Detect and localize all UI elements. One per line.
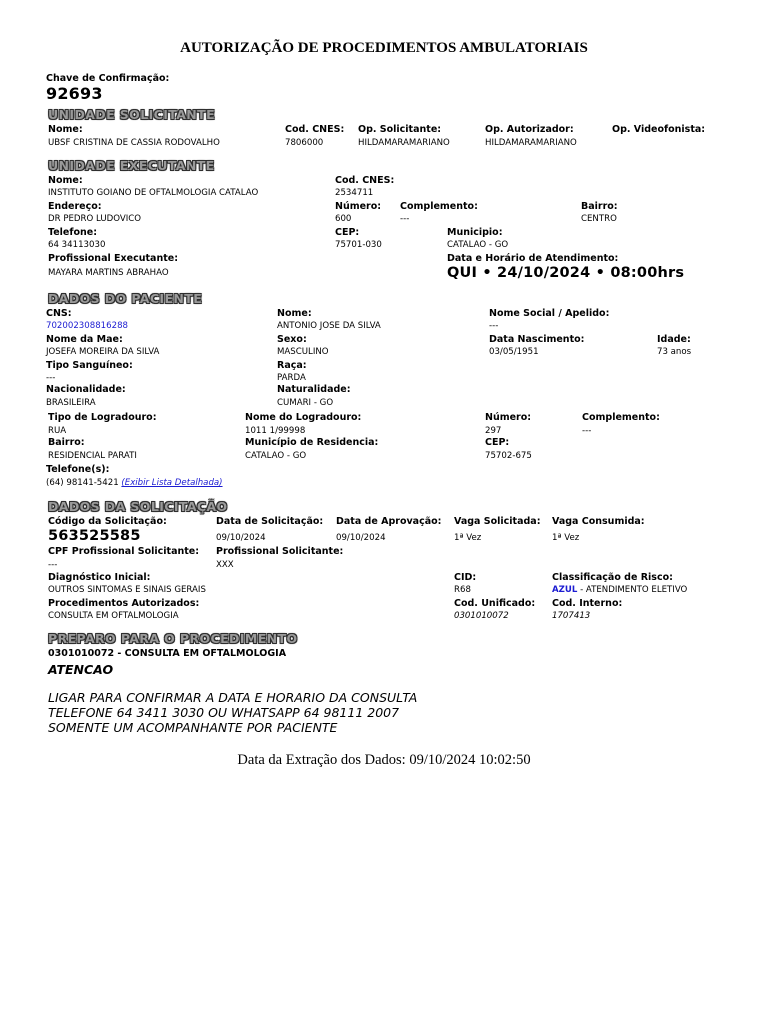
- exe-atendimento: QUI • 24/10/2024 • 08:00hrs: [447, 265, 685, 281]
- pac-telefone: (64) 98141-5421: [46, 478, 119, 488]
- section-unidade-executante: UNIDADE EXECUTANTE: [48, 158, 215, 173]
- pac-naturalidade: CUMARI - GO: [277, 398, 334, 408]
- preparo-linha-1: LIGAR PARA CONFIRMAR A DATA E HORARIO DA CONSULTA: [48, 690, 418, 705]
- sol-cnes: 7806000: [285, 138, 324, 148]
- sol-cnes-label: Cod. CNES:: [285, 124, 345, 135]
- soli-data-solicitacao-label: Data de Solicitação:: [216, 516, 324, 527]
- soli-vaga-solicitada-label: Vaga Solicitada:: [454, 516, 541, 527]
- exe-complemento-label: Complemento:: [400, 201, 478, 212]
- soli-risco-cor: AZUL: [552, 585, 578, 595]
- sol-nome-label: Nome:: [48, 124, 83, 135]
- soli-risco-row: [552, 585, 687, 595]
- pac-cep-label: CEP:: [485, 437, 510, 448]
- exe-bairro-label: Bairro:: [581, 201, 618, 212]
- pac-nome-logradouro-label: Nome do Logradouro:: [245, 412, 362, 423]
- soli-data-aprovacao: 09/10/2024: [336, 533, 386, 543]
- section-preparo: PREPARO PARA O PROCEDIMENTO: [48, 631, 298, 646]
- soli-diagnostico: OUTROS SINTOMAS E SINAIS GERAIS: [48, 585, 206, 595]
- sol-op-solicitante-label: Op. Solicitante:: [358, 124, 442, 135]
- exibir-lista-link[interactable]: (Exibir Lista Detalhada): [121, 478, 223, 488]
- soli-risco-texto: - ATENDIMENTO ELETIVO: [580, 585, 688, 595]
- pac-bairro: RESIDENCIAL PARATI: [48, 451, 137, 461]
- pac-nacionalidade: BRASILEIRA: [46, 398, 96, 408]
- pac-nascimento: 03/05/1951: [489, 347, 539, 357]
- exe-profissional: MAYARA MARTINS ABRAHAO: [48, 268, 169, 278]
- pac-naturalidade-label: Naturalidade:: [277, 384, 351, 395]
- pac-nacionalidade-label: Nacionalidade:: [46, 384, 126, 395]
- exe-numero-label: Número:: [335, 201, 382, 212]
- pac-tipo-logradouro-label: Tipo de Logradouro:: [48, 412, 157, 423]
- exe-cep: 75701-030: [335, 240, 382, 250]
- soli-codigo-label: Código da Solicitação:: [48, 516, 167, 527]
- pac-telefone-row: [46, 478, 223, 488]
- exe-municipio: CATALAO - GO: [447, 240, 509, 250]
- pac-municipio: CATALAO - GO: [245, 451, 307, 461]
- soli-cid-label: CID:: [454, 572, 477, 583]
- exe-telefone: 64 34113030: [48, 240, 106, 250]
- exe-atendimento-label: Data e Horário de Atendimento:: [447, 253, 619, 264]
- exe-cnes-label: Cod. CNES:: [335, 175, 395, 186]
- pac-nome-social: ---: [489, 321, 499, 331]
- pac-idade: 73 anos: [657, 347, 692, 357]
- exe-endereco: DR PEDRO LUDOVICO: [48, 214, 142, 224]
- section-unidade-solicitante: UNIDADE SOLICITANTE: [48, 107, 216, 122]
- pac-sexo: MASCULINO: [277, 347, 329, 357]
- soli-risco-label: Classificação de Risco:: [552, 572, 673, 583]
- soli-data-aprovacao-label: Data de Aprovação:: [336, 516, 442, 527]
- pac-numero-label: Número:: [485, 412, 532, 423]
- data-extracao: Data da Extração dos Dados: 09/10/2024 10:02:50: [237, 752, 531, 768]
- soli-vaga-solicitada: 1ª Vez: [454, 533, 482, 543]
- soli-vaga-consumida: 1ª Vez: [552, 533, 580, 543]
- pac-complemento: ---: [582, 426, 592, 436]
- soli-vaga-consumida-label: Vaga Consumida:: [552, 516, 645, 527]
- soli-profissional-label: Profissional Solicitante:: [216, 546, 344, 557]
- exe-cep-label: CEP:: [335, 227, 360, 238]
- soli-cid: R68: [454, 585, 471, 595]
- pac-nome-label: Nome:: [277, 308, 312, 319]
- pac-telefone-label: Telefone(s):: [46, 464, 110, 475]
- exe-profissional-label: Profissional Executante:: [48, 253, 178, 264]
- pac-bairro-label: Bairro:: [48, 437, 85, 448]
- document-title: AUTORIZAÇÃO DE PROCEDIMENTOS AMBULATORIAIS: [180, 40, 588, 56]
- chave-label: Chave de Confirmação:: [46, 73, 170, 84]
- pac-cns-label: CNS:: [46, 308, 72, 319]
- pac-raca: PARDA: [277, 373, 306, 383]
- exe-nome: INSTITUTO GOIANO DE OFTALMOLOGIA CATALAO: [48, 188, 259, 198]
- exe-nome-label: Nome:: [48, 175, 83, 186]
- soli-diagnostico-label: Diagnóstico Inicial:: [48, 572, 151, 583]
- exe-municipio-label: Municipio:: [447, 227, 503, 238]
- sol-op-autorizador-label: Op. Autorizador:: [485, 124, 574, 135]
- exe-endereco-label: Endereço:: [48, 201, 102, 212]
- pac-raca-label: Raça:: [277, 360, 307, 371]
- section-dados-paciente: DADOS DO PACIENTE: [48, 291, 203, 306]
- soli-cod-unificado: 0301010072: [454, 611, 509, 621]
- sol-op-videofonista-label: Op. Videofonista:: [612, 124, 706, 135]
- pac-mae: JOSEFA MOREIRA DA SILVA: [46, 347, 160, 357]
- pac-nome: ANTONIO JOSE DA SILVA: [277, 321, 381, 331]
- soli-data-solicitacao: 09/10/2024: [216, 533, 266, 543]
- pac-tipo-logradouro: RUA: [48, 426, 67, 436]
- preparo-linha-2: TELEFONE 64 3411 3030 OU WHATSAPP 64 98111 2007: [48, 705, 400, 720]
- pac-cns: 702002308816288: [46, 321, 129, 331]
- preparo-atencao: ATENCAO: [48, 662, 114, 677]
- sol-nome: UBSF CRISTINA DE CASSIA RODOVALHO: [48, 138, 220, 148]
- pac-nome-logradouro: 1011 1/99998: [245, 426, 306, 436]
- soli-cpf-label: CPF Profissional Solicitante:: [48, 546, 200, 557]
- pac-cep: 75702-675: [485, 451, 532, 461]
- soli-codigo: 563525585: [48, 528, 141, 544]
- soli-profissional: XXX: [216, 560, 234, 570]
- section-dados-solicitacao: DADOS DA SOLICITAÇÃO: [48, 499, 228, 514]
- exe-numero: 600: [335, 214, 352, 224]
- soli-procedimentos-label: Procedimentos Autorizados:: [48, 598, 200, 609]
- pac-idade-label: Idade:: [657, 334, 691, 345]
- sol-op-autorizador: HILDAMARAMARIANO: [485, 138, 577, 148]
- soli-cpf: ---: [48, 560, 58, 570]
- exe-telefone-label: Telefone:: [48, 227, 98, 238]
- preparo-procedimento: 0301010072 - CONSULTA EM OFTALMOLOGIA: [48, 648, 287, 659]
- soli-cod-interno: 1707413: [552, 611, 591, 621]
- pac-sangue-label: Tipo Sanguíneo:: [46, 360, 133, 371]
- pac-municipio-label: Município de Residencia:: [245, 437, 379, 448]
- pac-nascimento-label: Data Nascimento:: [489, 334, 585, 345]
- soli-cod-unificado-label: Cod. Unificado:: [454, 598, 536, 609]
- chave-value: 92693: [46, 84, 103, 103]
- soli-cod-interno-label: Cod. Interno:: [552, 598, 623, 609]
- pac-sexo-label: Sexo:: [277, 334, 307, 345]
- sol-op-solicitante: HILDAMARAMARIANO: [358, 138, 450, 148]
- pac-sangue: ---: [46, 373, 56, 383]
- pac-mae-label: Nome da Mae:: [46, 334, 123, 345]
- preparo-linha-3: SOMENTE UM ACOMPANHANTE POR PACIENTE: [48, 720, 338, 735]
- pac-numero: 297: [485, 426, 502, 436]
- pac-complemento-label: Complemento:: [582, 412, 660, 423]
- soli-procedimentos: CONSULTA EM OFTALMOLOGIA: [48, 611, 179, 621]
- pac-nome-social-label: Nome Social / Apelido:: [489, 308, 610, 319]
- exe-complemento: ---: [400, 214, 410, 224]
- exe-bairro: CENTRO: [581, 214, 617, 224]
- exe-cnes: 2534711: [335, 188, 374, 198]
